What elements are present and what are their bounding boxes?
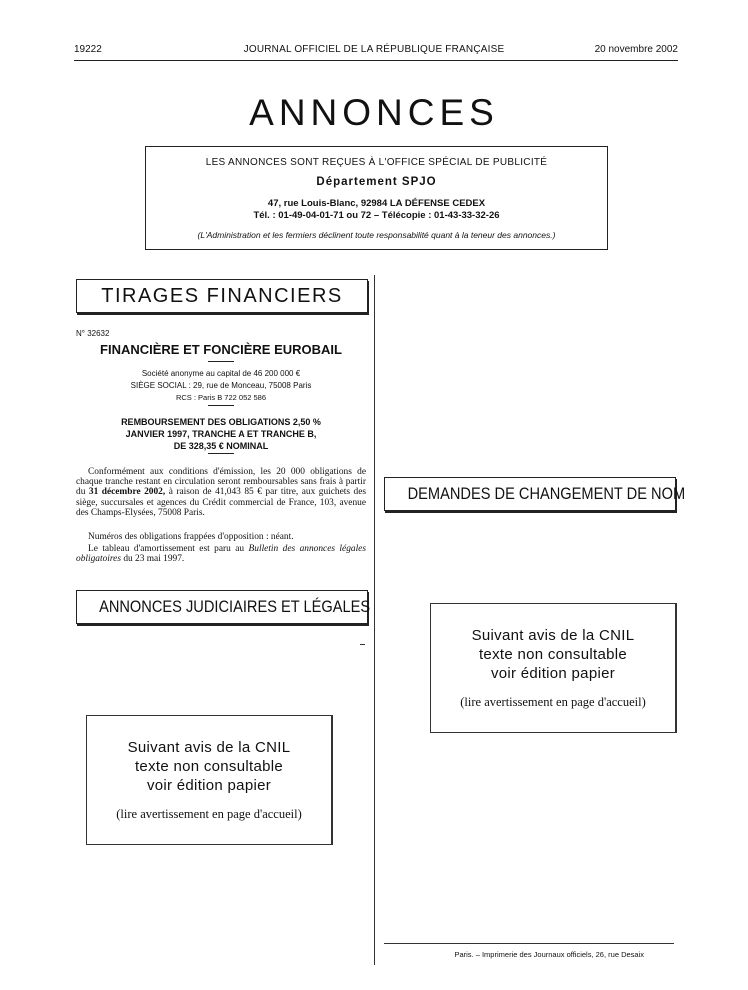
info-line-disclaimer: (L'Administration et les fermiers déclinent toute responsabilité quant à la teneur des annonces.)	[197, 230, 556, 240]
announcement-headline-2: JANVIER 1997, TRANCHE A ET TRANCHE B,	[125, 429, 317, 439]
cnil-line: texte non consultable	[478, 646, 628, 663]
publicity-info-box	[145, 146, 608, 250]
para-date: 31 décembre 2002,	[88, 487, 166, 498]
body-paragraph-amortissement	[76, 544, 366, 564]
cnil-line: voir édition papier	[490, 665, 616, 682]
printer-footer: Paris. – Imprimerie des Journaux officiels, 26, rue Desaix	[454, 950, 644, 959]
cnil-line: Suivant avis de la CNIL	[471, 627, 635, 644]
company-headquarters: SIÈGE SOCIAL : 29, rue de Monceau, 75008 Paris	[130, 381, 312, 390]
footer-rule	[384, 943, 674, 944]
cnil-line: voir édition papier	[146, 777, 272, 794]
journal-title: JOURNAL OFFICIEL DE LA RÉPUBLIQUE FRANÇAISE	[243, 44, 505, 55]
para-text: Conformément aux conditions d'émission, les 20 000 obligations de chaque tranche restant en circulation seront remboursables sans frais à partir du	[76, 467, 366, 498]
column-divider	[374, 275, 375, 965]
body-paragraph-opposition: Numéros des obligations frappées d'opposition : néant.	[88, 532, 294, 542]
para-text: du 23 mai 1997.	[120, 554, 185, 565]
info-line-department: Département SPJO	[316, 176, 437, 188]
separator-rule	[208, 453, 234, 454]
section-heading-label: ANNONCES JUDICIAIRES ET LÉGALES	[99, 597, 371, 616]
separator-rule	[208, 405, 234, 406]
body-paragraph-conditions	[76, 467, 366, 518]
cnil-notice-box-left	[86, 715, 333, 845]
cnil-note: (lire avertissement en page d'accueil)	[460, 695, 646, 709]
section-heading-tirages: TIRAGES FINANCIERS	[76, 279, 368, 313]
section-heading-demandes	[384, 477, 686, 511]
para-text: à raison de 41,043 85 € par titre, aux guichets des siège, succursales et agences du Crédit commercial de France, 103, avenue des Champs-Elysées, 75008 Paris.	[76, 487, 367, 518]
page-title: ANNONCES	[249, 92, 499, 133]
announcement-headline-1: REMBOURSEMENT DES OBLIGATIONS 2,50 %	[121, 417, 321, 427]
section-heading-judiciaires	[76, 590, 371, 624]
info-line-reception: LES ANNONCES SONT REÇUES À L'OFFICE SPÉCIAL DE PUBLICITÉ	[205, 157, 548, 168]
separator-rule	[208, 361, 234, 362]
company-rcs: RCS : Paris B 722 052 586	[175, 393, 267, 402]
cnil-notice-box-right	[430, 603, 677, 733]
header-rule	[74, 60, 678, 61]
separator-mark	[360, 644, 365, 645]
info-line-address: 47, rue Louis-Blanc, 92984 LA DÉFENSE CEDEX	[267, 198, 486, 209]
cnil-line: Suivant avis de la CNIL	[127, 739, 291, 756]
info-line-phone: Tél. : 01-49-04-01-71 ou 72 – Télécopie : 01-43-33-32-26	[253, 210, 500, 221]
cnil-line: texte non consultable	[134, 758, 284, 775]
bulletin-reference: Bulletin des annonces légales obligatoires	[76, 544, 366, 565]
company-capital: Société anonyme au capital de 46 200 000 €	[141, 369, 301, 378]
issue-date: 20 novembre 2002	[594, 44, 678, 55]
section-heading-label: DEMANDES DE CHANGEMENT DE NOM	[407, 484, 686, 503]
cnil-note: (lire avertissement en page d'accueil)	[116, 807, 302, 821]
announcement-headline-3: DE 328,35 € NOMINAL	[173, 441, 269, 451]
company-name: FINANCIÈRE ET FONCIÈRE EUROBAIL	[100, 342, 342, 357]
page-number: 19222	[74, 44, 102, 55]
para-text: Le tableau d'amortissement est paru au	[88, 544, 249, 554]
announcement-number: N° 32632	[76, 329, 110, 338]
